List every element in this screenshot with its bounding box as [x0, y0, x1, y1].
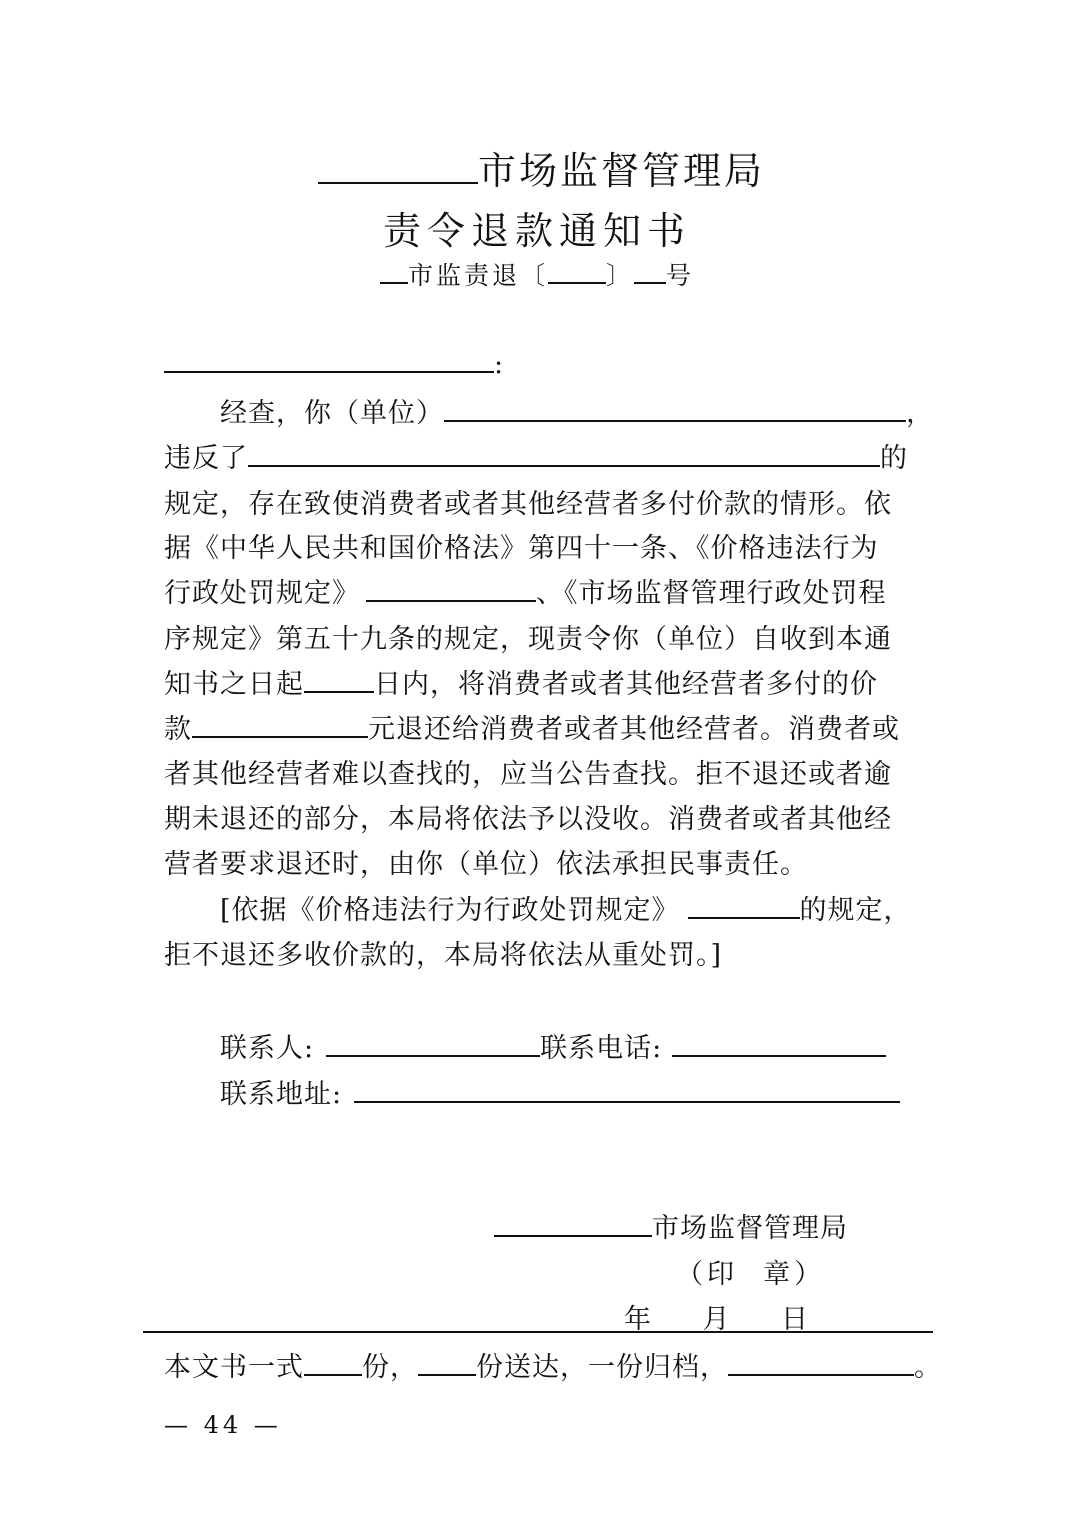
unit-name-blank[interactable] [444, 394, 906, 422]
body-line-2 [164, 436, 912, 475]
recipient-colon: : [494, 349, 505, 380]
copies-total-blank[interactable] [304, 1348, 362, 1376]
contact-phone-label: 联系电话: [540, 1033, 663, 1064]
body-text: 知书之日起 [164, 669, 304, 700]
body-text: 元退还给消费者或者其他经营者。消费者或 [368, 714, 900, 745]
page-number: — 44 — [164, 1411, 282, 1439]
body-line-13: 拒不退还多收价款的，本局将依法从重处罚。] [164, 940, 723, 971]
contact-phone-blank[interactable] [672, 1029, 886, 1057]
docno-year-blank[interactable] [548, 256, 606, 284]
recipient-blank[interactable] [164, 345, 494, 373]
violation-blank[interactable] [248, 439, 880, 467]
footer-text: 本文书一式 [164, 1352, 304, 1383]
body-text: 违反了 [164, 443, 248, 474]
signature-authority-blank[interactable] [494, 1209, 652, 1237]
contact-address-blank[interactable] [354, 1075, 900, 1103]
copies-line [164, 1345, 942, 1384]
body-text: 款 [164, 714, 192, 745]
body-line-7 [164, 662, 912, 701]
contact-line-1 [164, 1026, 912, 1065]
body-line-5 [164, 571, 912, 610]
body-line-1 [164, 391, 934, 430]
recipient-line [164, 345, 912, 380]
contact-person-blank[interactable] [326, 1029, 540, 1057]
document-title: 责令退款通知书 [382, 209, 691, 253]
days-blank[interactable] [304, 665, 374, 693]
body-text: [依据《价格违法行为行政处罚规定》 [220, 895, 680, 926]
footer-divider [143, 1331, 933, 1333]
body-text: 的 [880, 443, 908, 474]
contact-person-label: 联系人: [220, 1033, 315, 1064]
body-line-3: 规定，存在致使消费者或者其他经营者多付价款的情形。依 [164, 489, 892, 520]
date-line: 年 月 日 [624, 1304, 808, 1335]
authority-title-suffix: 市场监督管理局 [478, 149, 766, 193]
signature-authority [494, 1206, 848, 1245]
body-text: 的规定， [799, 895, 912, 926]
body-text: 日内，将消费者或者其他经营者多付的价 [374, 669, 878, 700]
authority-name-blank[interactable] [318, 150, 478, 184]
docno-serial-blank[interactable] [634, 256, 666, 284]
body-line-4: 据《中华人民共和国价格法》第四十一条、《价格违法行为 [164, 533, 879, 564]
docno-part1: 市监责退〔 [407, 261, 548, 290]
copies-served-blank[interactable] [418, 1348, 476, 1376]
docno-region-blank[interactable] [380, 256, 408, 284]
docno-part2: 〕 [605, 261, 634, 290]
body-line-10: 期未退还的部分，本局将依法予以没收。消费者或者其他经 [164, 804, 892, 835]
authority-title [318, 140, 765, 195]
contact-line-2 [164, 1072, 912, 1111]
amount-blank[interactable] [192, 710, 368, 738]
document-number [0, 256, 1074, 292]
body-text: ， [906, 398, 934, 429]
body-line-11: 营者要求退还时，由你（单位）依法承担民事责任。 [164, 849, 808, 880]
body-line-9: 者其他经营者难以查找的，应当公告查找。拒不退还或者逾 [164, 759, 892, 790]
copies-other-blank[interactable] [728, 1348, 914, 1376]
signature-authority-suffix: 市场监督管理局 [652, 1213, 848, 1244]
article-blank[interactable] [366, 574, 536, 602]
docno-part3: 号 [666, 261, 695, 290]
seal-placeholder: （印 章） [676, 1259, 826, 1290]
body-line-12 [164, 888, 912, 927]
footer-text: 。 [914, 1352, 942, 1383]
body-line-6: 序规定》第五十九条的规定，现责令你（单位）自收到本通 [164, 624, 892, 655]
footer-text: 份送达，一份归档， [476, 1352, 728, 1383]
footer-text: 份， [362, 1352, 418, 1383]
body-text: 行政处罚规定》 [164, 578, 360, 609]
body-line-8 [164, 707, 912, 746]
heavier-penalty-article-blank[interactable] [688, 891, 800, 919]
body-text: 、《市场监督管理行政处罚程 [536, 578, 887, 609]
contact-address-label: 联系地址: [220, 1079, 343, 1110]
body-text: 经查，你（单位） [220, 398, 444, 429]
